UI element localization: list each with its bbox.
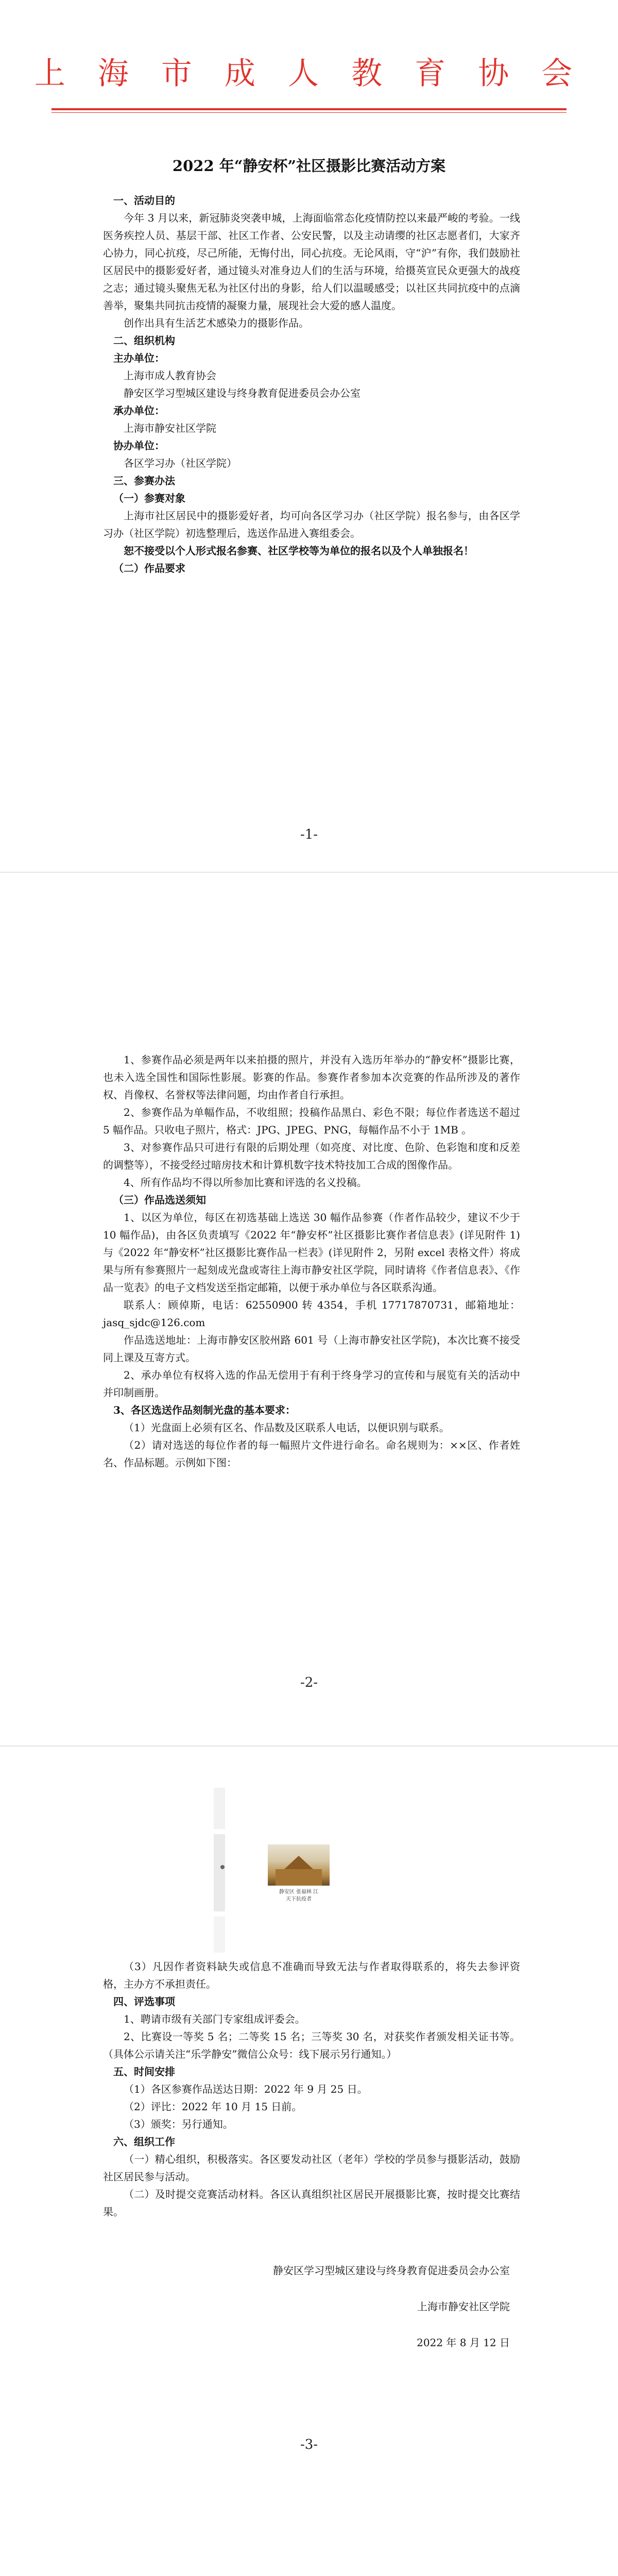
section-heading: 五、时间安排	[113, 2065, 175, 2078]
paragraph: 2、承办单位有权将入选的作品无偿用于有利于终身学习的宣传和与展览有关的活动中并印制画册。	[103, 1369, 520, 1399]
section-heading: 3、各区选送作品刻制光盘的基本要求：	[113, 1404, 296, 1416]
paragraph: （1）光盘面上必须有区名、作品数及区联系人电话，以便识别与联系。	[124, 1421, 450, 1434]
bullet-dot	[220, 1865, 225, 1869]
caption-line-1: 静安区 张福林 江	[279, 1889, 319, 1895]
header-red-rule	[52, 108, 566, 110]
section-heading: 二、组织机构	[113, 334, 175, 347]
section-heading: 一、活动目的	[113, 194, 175, 207]
paragraph: 恕不接受以个人形式报名参赛、社区学校等为单位的报名以及个人单独报名！	[124, 545, 474, 557]
paragraph: 4、所有作品均不得以所参加比赛和评选的名义投稿。	[124, 1176, 367, 1189]
caption-line-2: 天下抗疫者	[286, 1896, 312, 1902]
thumbnail-strip	[211, 1788, 232, 1953]
org-header-title: 上 海 市 成 人 教 育 协 会	[34, 56, 584, 92]
paragraph: 1、聘请市级有关部门专家组成评委会。	[124, 2013, 305, 2025]
header-red-rule-thin	[52, 112, 566, 113]
paragraph: 静安区学习型城区建设与终身教育促进委员会办公室	[124, 387, 360, 399]
page-2-body	[103, 1051, 520, 1471]
page-2	[0, 874, 618, 1744]
file-naming-example	[211, 1788, 407, 1953]
section-heading: 四、评选事项	[113, 1995, 175, 2008]
section-heading: 六、组织工作	[113, 2136, 175, 2148]
page-3	[0, 1958, 618, 2576]
paragraph: （3）颁奖：另行通知。	[124, 2118, 233, 2130]
paragraph: （一）精心组织，积极落实。各区要发动社区（老年）学校的学员参与摄影活动，鼓励社区居民参与活动。	[103, 2153, 520, 2183]
paragraph: 各区学习办（社区学院）	[124, 457, 237, 469]
paragraph: （1）各区参赛作品送达日期：2022 年 9 月 25 日。	[124, 2083, 368, 2095]
paragraph: 1、以区为单位，每区在初选基础上选送 30 幅作品参赛（作者作品较少，建议不少于 10 幅作品)，由各区负责填写《2022 年“静安杯”社区摄影比赛作者信息表》(详见附件 1)与《2022 年“静安杯”社区摄影比赛作品一栏表》(详见附件 2，另附 excel 表格文件）将成果与所有参赛照片一起刻成光盘或寄往上海市静安社区学院，同时请将《作者信息表》、《作品一览表》的电子文档发送至指定邮箱，以便于承办单位与各区联系沟通。	[103, 1211, 520, 1294]
example-photo-thumbnail	[268, 1844, 330, 1886]
paragraph: （2）请对选送的每位作者的每一幅照片文件进行命名。命名规则为：××区、作者姓名、作品标题。示例如下图：	[103, 1439, 520, 1469]
paragraph: 2、参赛作品为单幅作品，不收组照；投稿作品黑白、彩色不限；每位作者选送不超过 5 幅作品。只收电子照片，格式：JPG、JPEG、PNG，每幅作品不小于 1MB 。	[103, 1106, 520, 1136]
section-heading: 三、参赛办法	[113, 474, 175, 487]
paragraph: （二）及时提交竞赛活动材料。各区认真组织社区居民开展摄影比赛，按时提交比赛结果。	[103, 2188, 520, 2218]
page-number-3: -3-	[300, 2437, 318, 2452]
signature-org-2: 上海市静安社区学院	[417, 2300, 510, 2313]
section-heading: 承办单位：	[113, 404, 165, 417]
paragraph: 上海市静安社区学院	[124, 422, 216, 434]
page-separator	[0, 872, 618, 873]
page-number-2: -2-	[300, 1675, 318, 1690]
section-heading: （三）作品选送须知	[113, 1194, 206, 1206]
section-heading: 主办单位：	[113, 352, 165, 364]
paragraph: 创作出具有生活艺术感染力的摄影作品。	[124, 317, 309, 329]
section-heading: （一）参赛对象	[113, 492, 185, 504]
document-title: 2022 年“静安杯”社区摄影比赛活动方案	[172, 157, 446, 175]
paragraph: （3）凡因作者资料缺失或信息不准确而导致无法与作者取得联系的，将失去参评资格，主办方不承担责任。	[103, 1960, 520, 1990]
paragraph: 2、比赛设一等奖 5 名；二等奖 15 名；三等奖 30 名，对获奖作者颁发相关证书等。（具体公示请关注“乐学静安”微信公众号：线下展示另行通知。）	[103, 2030, 520, 2060]
paragraph: 今年 3 月以来，新冠肺炎突袭申城，上海面临常态化疫情防控以来最严峻的考验。一线医务疾控人员、基层干部、社区工作者、公安民警，以及主动请缨的社区志愿者们，大家齐心协力，同心抗疫，尽己所能，无悔付出，同心抗疫。无论风雨，守“沪”有你，我们鼓励社区居民中的摄影爱好者，通过镜头对准身边人们的生活与环境，给摄英宣民众更强大的战疫之志；通过镜头聚焦无私为社区付出的身影，给人们以温暖感受；以社区共同抗疫中的点滴善举，聚集共同抗击疫情的凝聚力量，展现社会大爱的感人温度。	[103, 212, 520, 312]
paragraph: 上海市成人教育协会	[124, 369, 216, 382]
page-1-body	[103, 192, 520, 577]
paragraph: （2）评比：2022 年 10 月 15 日前。	[124, 2100, 302, 2113]
example-photo-caption	[263, 1889, 335, 1903]
section-heading: （二）作品要求	[113, 562, 185, 574]
page-separator	[0, 1745, 618, 1747]
page-1	[0, 0, 618, 871]
paragraph: 作品选送地址：上海市静安区胶州路 601 号（上海市静安社区学院)，本次比赛不接受同上课及互寄方式。	[103, 1334, 520, 1364]
page-number-1: -1-	[300, 827, 318, 842]
signature-date: 2022 年 8 月 12 日	[417, 2336, 510, 2349]
signature-org-1: 静安区学习型城区建设与终身教育促进委员会办公室	[273, 2264, 510, 2277]
paragraph: 1、参赛作品必须是两年以来拍摄的照片，并没有入选历年举办的“静安杯”摄影比赛，也未入选全国性和国际性影展。影赛的作品。参赛作者参加本次竞赛的作品所涉及的著作权、肖像权、名誉权等法律问题，均由作者自行承担。	[103, 1054, 520, 1101]
paragraph: 3、对参赛作品只可进行有限的后期处理（如亮度、对比度、色阶、色彩饱和度和反差的调整等），不接受经过暗房技术和计算机数字技术特技加工合成的图像作品。	[103, 1141, 520, 1171]
paragraph: 联系人：顾倬斯，电话：62550900 转 4354，手机 17717870731，邮箱地址：jasq_sjdc@126.com	[103, 1299, 520, 1329]
section-heading: 协办单位：	[113, 439, 165, 452]
page-3-body	[103, 1958, 520, 2221]
signature-block	[103, 2262, 520, 2351]
paragraph: 上海市社区居民中的摄影爱好者，均可向各区学习办（社区学院）报名参与，由各区学习办（社区学院）初选整理后，选送作品进入赛组委会。	[103, 510, 520, 539]
